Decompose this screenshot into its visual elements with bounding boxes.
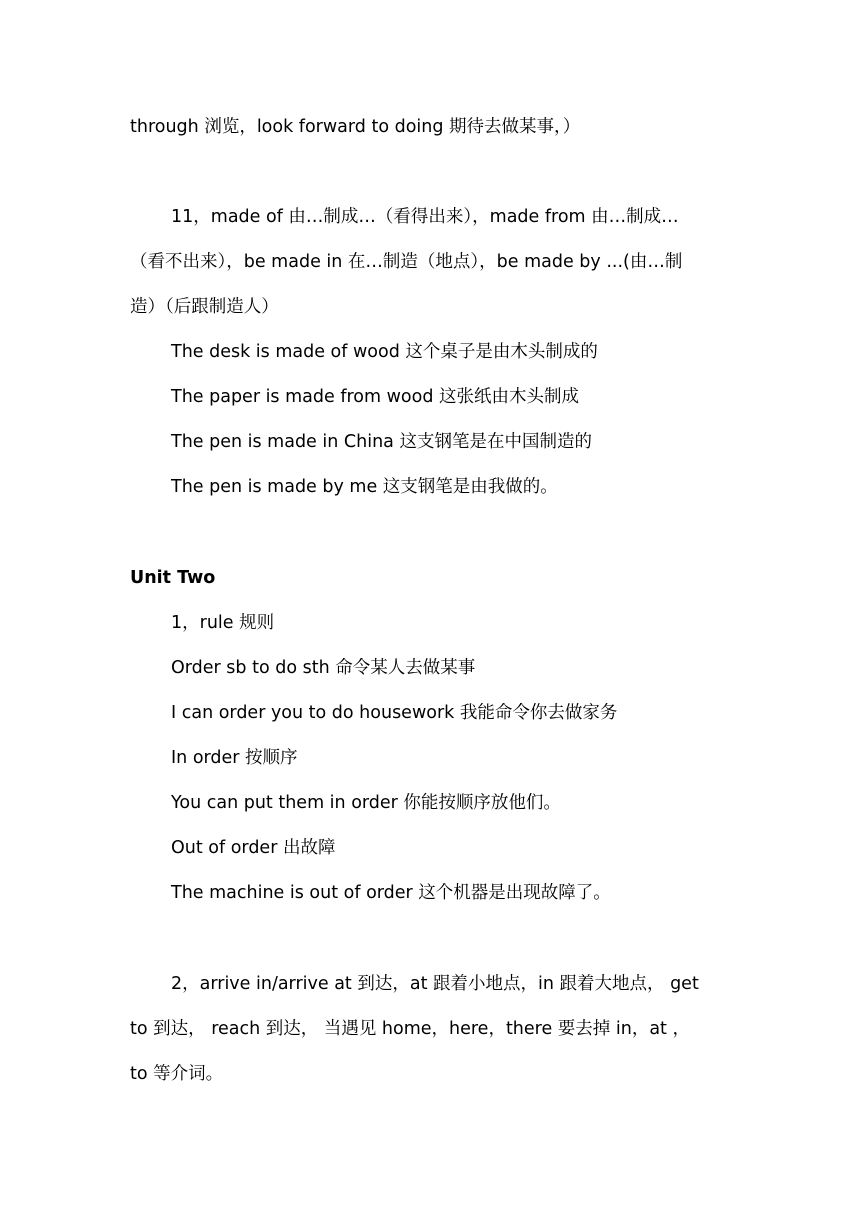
- example-sentence: I can order you to do housework 我能命令你去做家务: [171, 703, 618, 723]
- text-line: 造）（后跟制造人）: [130, 297, 279, 317]
- example-sentence: Out of order 出故障: [171, 838, 336, 858]
- example-sentence: The paper is made from wood 这张纸由木头制成: [171, 387, 580, 407]
- example-sentence: The machine is out of order 这个机器是出现故障了。: [171, 883, 611, 903]
- example-sentence: You can put them in order 你能按顺序放他们。: [171, 793, 561, 813]
- section-heading: Unit Two: [130, 568, 216, 588]
- text-line: 2，arrive in/arrive at 到达，at 跟着小地点，in 跟着大地点， get: [171, 974, 699, 994]
- text-line: （看不出来），be made in 在…制造（地点），be made by ...(由…制: [130, 252, 683, 272]
- example-sentence: The pen is made by me 这支钢笔是由我做的。: [171, 477, 558, 497]
- text-line: to 到达， reach 到达， 当遇见 home，here，there 要去掉 in，at ，: [130, 1019, 690, 1039]
- example-sentence: In order 按顺序: [171, 748, 298, 768]
- example-sentence: The pen is made in China 这支钢笔是在中国制造的: [171, 432, 592, 452]
- example-sentence: The desk is made of wood 这个桌子是由木头制成的: [171, 342, 598, 362]
- text-line: to 等介词。: [130, 1064, 224, 1084]
- text-line: through 浏览，look forward to doing 期待去做某事，）: [130, 117, 581, 137]
- example-sentence: Order sb to do sth 命令某人去做某事: [171, 658, 476, 678]
- text-line: 11，made of 由…制成…（看得出来），made from 由…制成…: [171, 207, 679, 227]
- text-line: 1，rule 规则: [171, 613, 275, 633]
